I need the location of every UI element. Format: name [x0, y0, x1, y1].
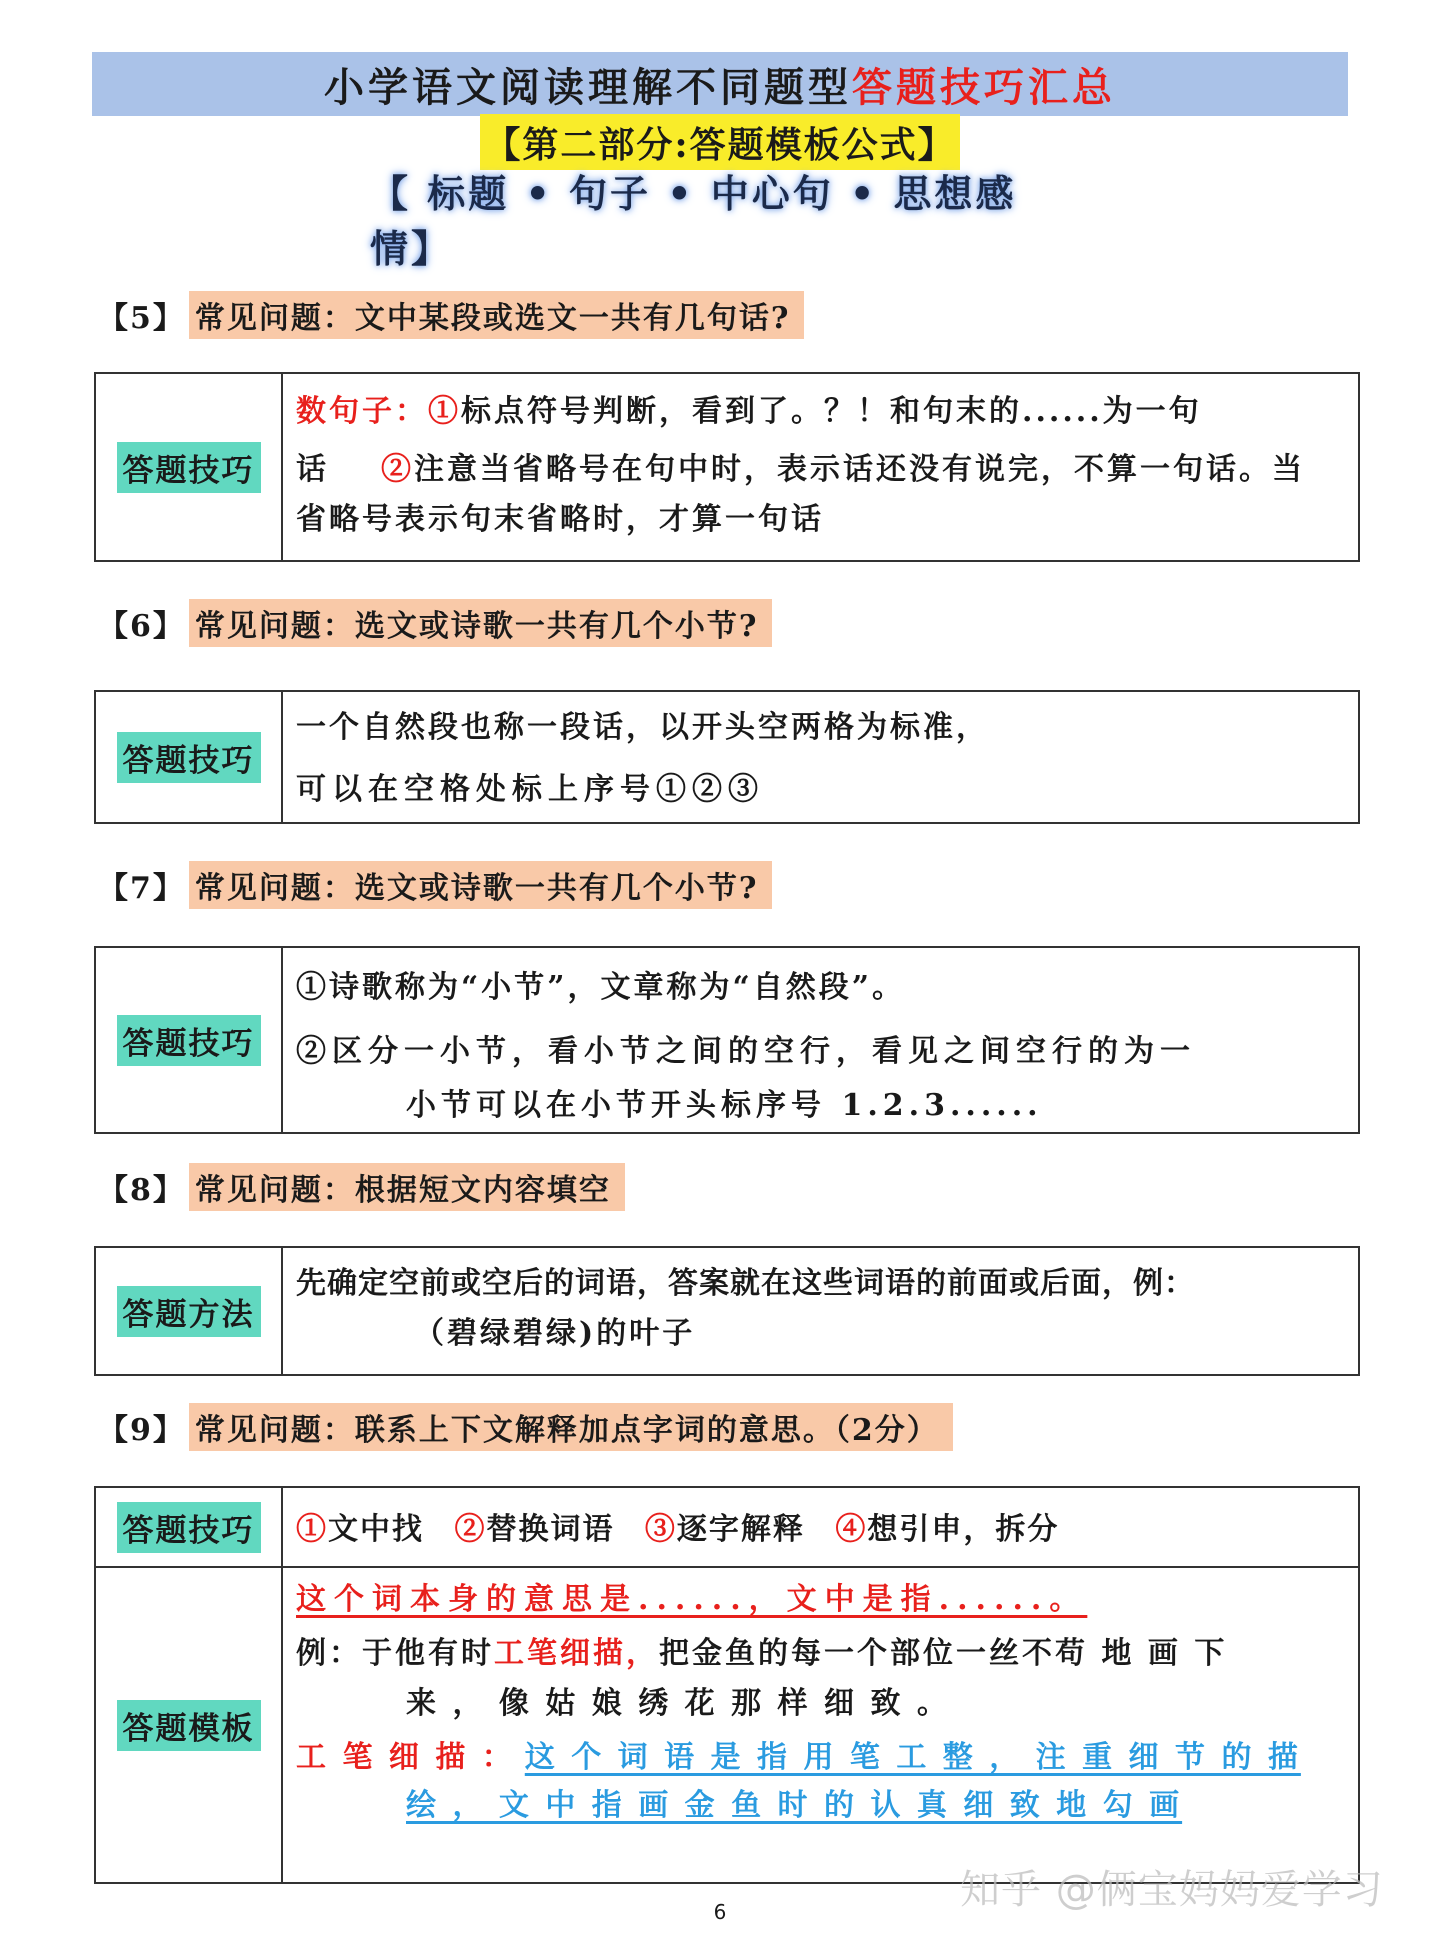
label-cell [96, 692, 283, 822]
label-cell [96, 1248, 283, 1374]
question-text: 常见问题：文中某段或选文一共有几句话? [189, 291, 805, 339]
mark-1: ① [428, 394, 461, 429]
content-cell [296, 374, 1344, 560]
content-line-1: ①诗歌称为“小节”，文章称为“自然段”。 [296, 970, 906, 1005]
mark-3: ③ [644, 1512, 677, 1547]
page-title-highlight: 答题技巧汇总 [852, 63, 1116, 111]
example-line-2: 来 ， 像 姑 娘 绣 花 那 样 细 致 。 [406, 1686, 950, 1721]
content-line-1 [296, 386, 1202, 430]
content-line-2 [296, 444, 1305, 488]
answer-box-5 [94, 372, 1360, 562]
mark-4: ④ [835, 1512, 868, 1547]
question-text: 常见问题：联系上下文解释加点字词的意思。（2分） [189, 1403, 953, 1451]
mark-2: ② [381, 452, 414, 487]
template-sentence: 这个词本身的意思是......，文中是指......。 [296, 1582, 1088, 1617]
content-cell [296, 1488, 1344, 1882]
tip-text: 替换词语 [486, 1512, 615, 1547]
question-text: 常见问题：根据短文内容填空 [189, 1163, 625, 1211]
label-cell-bottom [96, 1568, 283, 1882]
question-heading-5 [98, 290, 804, 340]
explain-line-1 [296, 1732, 1301, 1776]
content-cell [296, 948, 1344, 1132]
question-number: 【8】 [98, 1173, 185, 1208]
content-line-2: ②区分一小节，看小节之间的空行，看见之间空行的为一 [296, 1034, 1196, 1069]
content-text: 注意当省略号在句中时，表示话还没有说完，不算一句话。当 [414, 452, 1305, 487]
content-line-1: 先确定空前或空后的词语，答案就在这些词语的前面或后面，例： [296, 1266, 1195, 1301]
label-cell [96, 374, 283, 560]
answer-tip-tag: 答题技巧 [117, 1015, 261, 1066]
content-line-1: 一个自然段也称一段话，以开头空两格为标准， [296, 710, 989, 745]
answer-tip-tag: 答题技巧 [117, 1502, 261, 1553]
question-heading-9 [98, 1402, 953, 1452]
question-text: 常见问题：选文或诗歌一共有几个小节? [189, 861, 773, 909]
tip-text: 想引申，拆分 [867, 1512, 1060, 1547]
question-heading-6 [98, 598, 772, 648]
label-cell-top [96, 1488, 283, 1566]
section-subtitle: 【第二部分:答题模板公式】 [480, 114, 960, 170]
explanation-text: 这 个 词 语 是 指 用 笔 工 整 ， 注 重 细 节 的 描 [524, 1740, 1301, 1775]
tips-line [296, 1504, 1059, 1548]
content-line-2: （碧绿碧绿)的叶子 [414, 1316, 696, 1351]
label-cell [96, 948, 283, 1132]
explained-word: 工 笔 细 描 ： [296, 1740, 515, 1775]
question-text: 常见问题：选文或诗歌一共有几个小节? [189, 599, 773, 647]
question-number: 【6】 [98, 609, 185, 644]
content-line-3: 省略号表示句末省略时，才算一句话 [296, 502, 824, 537]
question-number: 【5】 [98, 301, 185, 336]
page-number: 6 [713, 1900, 727, 1924]
answer-box-7 [94, 946, 1360, 1134]
explain-line-2: 绘 ， 文 中 指 画 金 鱼 时 的 认 真 细 致 地 勾 画 [406, 1788, 1183, 1823]
content-cell [296, 692, 1344, 822]
content-text: 话 [296, 452, 329, 487]
answer-method-tag: 答题方法 [117, 1286, 261, 1337]
content-cell [296, 1248, 1344, 1374]
content-line-3: 小节可以在小节开头标序号 1.2.3...... [406, 1088, 1043, 1123]
page-title-bar [92, 52, 1348, 116]
example-text: 把金鱼的每一个部位一丝不苟 地 画 下 [659, 1636, 1228, 1671]
answer-tip-tag: 答题技巧 [117, 732, 261, 783]
question-heading-7 [98, 860, 772, 910]
keyword-count-sentences: 数句子： [296, 394, 428, 429]
mark-2: ② [454, 1512, 487, 1547]
page-title: 小学语文阅读理解不同题型 [324, 63, 852, 111]
content-line-2: 可以在空格处标上序号①②③ [296, 772, 764, 807]
mark-1: ① [296, 1512, 328, 1547]
watermark: 知乎 @俩宝妈妈爱学习 [960, 1867, 1384, 1913]
answer-tip-tag: 答题技巧 [117, 442, 261, 493]
question-number: 【9】 [98, 1413, 185, 1448]
answer-box-6 [94, 690, 1360, 824]
example-keyword: 工笔细描， [494, 1636, 659, 1671]
question-heading-8 [98, 1162, 625, 1212]
tip-text: 逐字解释 [676, 1512, 805, 1547]
example-line-1 [296, 1628, 1227, 1672]
question-number: 【7】 [98, 871, 185, 906]
example-text: 例：于他有时 [296, 1636, 494, 1671]
tip-text: 文中找 [328, 1512, 424, 1547]
answer-box-9 [94, 1486, 1360, 1884]
content-text: 标点符号判断，看到了。？！和句末的......为一句 [461, 394, 1202, 429]
answer-box-8 [94, 1246, 1360, 1376]
answer-template-tag: 答题模板 [117, 1700, 261, 1751]
topics-line: 【 标题 • 句子 • 中心句 • 思想感情】 [370, 171, 1017, 271]
